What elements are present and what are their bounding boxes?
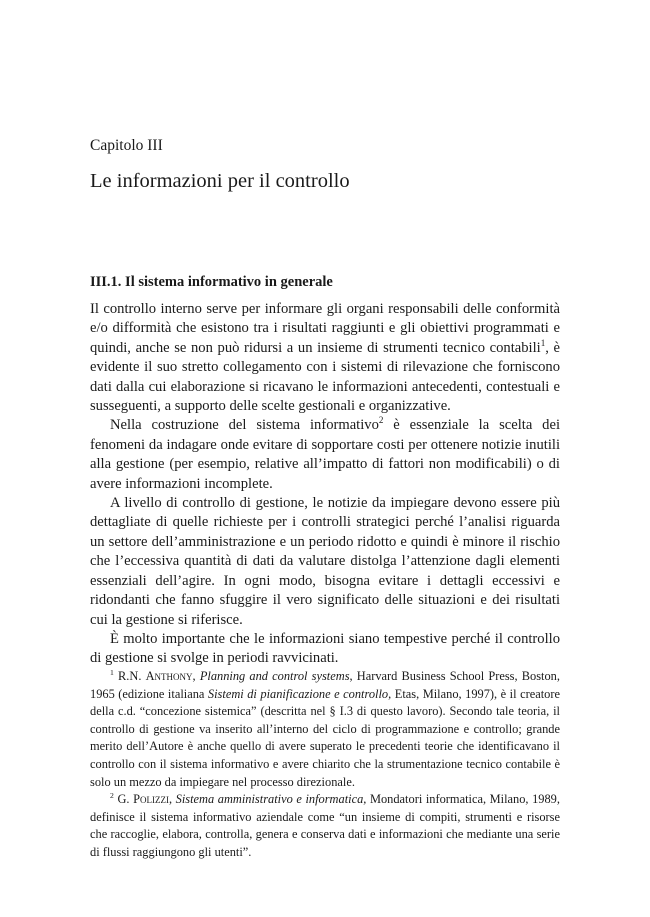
footnote-1: $^1$ R.N. Anthony, Planning and control systems, Harvard Business School Press, Boston, 1965 (edizione italiana Sistemi di pianificazione e controllo, Etas, Milano, 1997), è il creatore della c.d. “concezione sistemica” (descritta nel § I.3 di questo lavoro). Secondo tale teoria, il controllo di gestione va inserito all’interno del ciclo di programmazione e controllo; grande merito dell’Autore è anche quello di avere superato le precedenti teorie che identificavano il controllo con il sistema informativo e avere chiarito che la strumentazione tecnico contabile è solo un mezzo da impiegare nel processo direzionale.	[90, 667, 560, 789]
footnote-marker: 2	[110, 791, 114, 801]
paragraph-4: È molto importante che le informazioni siano tempestive perché il controllo di gestione si svolge in periodi ravvicinati.	[90, 630, 560, 667]
body-text	[90, 300, 560, 669]
paragraph-2: Nella costruzione del sistema informativo$^2$ è essenziale la scelta dei fenomeni da indagare onde evitare di sopportare costi per ottenere notizie inutili alla gestione (per esempio, relative all’impatto di fattori non modificabili) o di avere informazioni incomplete.	[90, 415, 561, 492]
paragraph-1: Il controllo interno serve per informare gli organi responsabili delle conformità e/o difformità che esistono tra i risultati raggiunti e gli obiettivi programmati e quindi, anche se non può ridursi a un insieme di strumenti tecnico contabili$^1$, è evidente il suo stretto collegamento con i sistemi di rilevazione che forniscono dati dalla cui elaborazione si ricavano le informazioni antecedenti, contestuali e susseguenti, a supporto delle scelte gestionali e organizzative.	[90, 301, 560, 415]
section-heading: III.1. Il sistema informativo in generale	[90, 274, 333, 290]
chapter-label: Capitolo III	[90, 137, 163, 154]
author-surname: Anthony	[145, 669, 193, 683]
work-title: Sistema amministrativo e informatica,	[175, 792, 367, 807]
chapter-title: Le informazioni per il controllo	[90, 170, 350, 192]
work-title-italian: Sistemi di pianificazione e controllo,	[207, 686, 392, 701]
work-title: Planning and control systems	[199, 669, 350, 683]
paragraph-3: A livello di controllo di gestione, le notizie da impiegare devono essere più dettagliate di quelle richieste per i controlli strategici perché l’analisi riguarda un settore dell’amministrazione e un periodo ridotto e quindi è minore il rischio che l’eccessiva quantità di dati da valutare distolga l’attenzione dagli elementi essenziali dell’agire. In ogni modo, bisogna evitare i dettagli eccessivi e ridondanti che fanno sfuggire il vero significato delle situazioni e dei risultati cui la gestione si riferisce.	[90, 495, 560, 628]
footnote-ref-1[interactable]: 1	[540, 337, 546, 348]
footnote-ref-2[interactable]: 2	[378, 415, 384, 426]
footnotes	[90, 668, 560, 862]
footnote-marker: 1	[110, 667, 114, 677]
footnote-2: $^2$ G. Polizzi, Sistema amministrativo e informatica, Mondatori informatica, Milano, 1989, definisce il sistema informativo aziendale come “un insieme di compiti, strumenti e risorse che raccoglie, elabora, controlla, genera e conserva dati e informazioni che mediante una serie di flussi raggiungono gli utenti”.	[90, 791, 560, 859]
author-surname: Polizzi	[133, 792, 169, 807]
